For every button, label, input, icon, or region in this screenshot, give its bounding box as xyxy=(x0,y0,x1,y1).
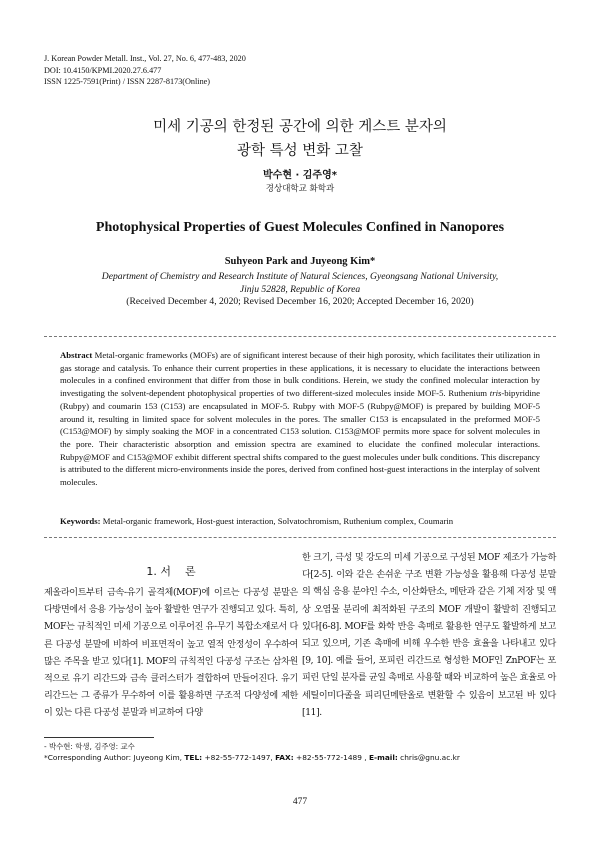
footnote-roles: - 박수현: 학생, 김주영: 교수 xyxy=(44,742,135,751)
footnote-rule xyxy=(44,737,154,738)
body-left-column: 제올라이트부터 금속-유기 골격체(MOF)에 이르는 다공성 분말은 다방면에서 응용 가능성이 높아 활발한 연구가 진행되고 있다. 특히, MOF는 규칙적인 미세 기공으로 이루어진 유-무기 복합소재로서 다른 다공성 분말에 비하여 비표면적이 높고 열적 안정성이 우수하여 많은 주목을 받고 있다[1]. MOF의 규칙적인 다공성 구조는 삼차원적으로 유기 리간드와 금속 클러스터가 결합하여 만들어진다. 유기 리간드는 그 종류가 무수하여 이를 활용하면 구조적 다양성에 제한이 있는 다른 다공성 분말과 비교하여 다양 xyxy=(44,588,298,719)
english-title: Photophysical Properties of Guest Molecules Confined in Nanopores xyxy=(95,220,505,235)
keywords-label: Keywords: xyxy=(60,516,101,526)
fax-value: +82-55-772-1489 , xyxy=(293,753,369,762)
email-value: chris@gnu.ac.kr xyxy=(397,753,460,762)
english-authors: Suhyeon Park and Juyeong Kim* xyxy=(224,256,376,267)
journal-issn: ISSN 1225-7591(Print) / ISSN 2287-8173(Online) xyxy=(44,77,211,86)
journal-doi: DOI: 10.4150/KPMI.2020.27.6.477 xyxy=(44,65,162,75)
email-label: E-mail: xyxy=(369,753,398,762)
abstract-text-italic: tris xyxy=(489,388,502,399)
abstract-label: Abstract xyxy=(60,350,93,360)
journal-citation: J. Korean Powder Metall. Inst., Vol. 27, No. 6, 477-483, 2020 xyxy=(44,54,246,63)
footnote-corresponding xyxy=(44,753,564,763)
korean-authors: 박수현 · 김주영* xyxy=(263,170,337,181)
page-number: 477 xyxy=(292,797,308,807)
section-heading: 1. 서 론 xyxy=(146,565,196,578)
korean-affiliation: 경상대학교 화학과 xyxy=(265,184,335,194)
korean-title xyxy=(0,115,600,163)
abstract-text-part2: -bipyridine (Rubpy) and coumarin 153 (C153) are encapsulated in MOF-5. Rubpy with MOF-5 (Rubpy@MOF) is prepared by building MOF-5 around it, resulting in limited space for solvent molecules in the pores. The smaller C153 is encapsulated in the preformed MOF-5 (C153@MOF) by simply soaking the MOF in a concentrated C153 solution. C153@MOF permits more space for solvent molecules in the pore. Their characteristic absorption and emission spectra are examined to elucidate the confined molecular interactions. Rubpy@MOF and C153@MOF exhibit different spectral shifts compared to the guest molecules under bulk conditions. This discrepancy is attributed to the different micro-environments inside the pores, derived from confined host-guest interactions in the interplay of solvent molecules. xyxy=(60,388,540,488)
keywords-text: Metal-organic framework, Host-guest interaction, Solvatochromism, Ruthenium complex, Coumarin xyxy=(100,516,454,526)
tel-value: +82-55-772-1497, xyxy=(202,753,276,762)
keywords xyxy=(60,516,540,526)
journal-info xyxy=(44,53,246,88)
english-affiliation xyxy=(40,271,560,296)
affiliation-line2: Jinju 52828, Republic of Korea xyxy=(239,283,361,295)
affiliation-line1: Department of Chemistry and Research Institute of Natural Sciences, Gyeongsang National University, xyxy=(101,271,499,282)
abstract xyxy=(60,349,540,489)
fax-label: FAX: xyxy=(275,753,294,762)
abstract-top-rule xyxy=(44,336,556,337)
body-right-column: 한 크기, 극성 및 강도의 미세 기공으로 구성된 MOF 제조가 가능하다[2-5]. 이와 같은 손쉬운 구조 변환 가능성을 활용해 다공성 분말의 핵심 응용 분야인 수소, 이산화탄소, 메탄과 같은 기체 저장 및 액상 오염물 분리에 최적화된 구조의 MOF 개발이 활발히 진행되고 있다[6-8]. MOF를 화학 반응 촉매로 활용한 연구도 활발하게 보고되고 있으며, 기존 촉매에 비해 우수한 반응 효율을 나타내고 있다[9, 10]. 예를 들어, 포피린 리간드로 형성한 MOF인 ZnPOF는 포피린 단일 분자를 균일 촉매로 사용할 때와 비교하여 높은 효율로 아세틸이미다졸을 피리딘메탄올로 변환할 수 있음이 보고된 바 있다[11]. xyxy=(302,553,556,718)
corresponding-prefix: *Corresponding Author: Juyeong Kim, xyxy=(44,753,185,762)
received-dates: (Received December 4, 2020; Revised December 16, 2020; Accepted December 16, 2020) xyxy=(126,296,474,307)
korean-title-line2: 광학 특성 변화 고찰 xyxy=(237,143,363,159)
korean-title-line1: 미세 기공의 한정된 공간에 의한 게스트 분자의 xyxy=(153,119,447,135)
abstract-text-part1: Metal-organic frameworks (MOFs) are of significant interest because of their high porosity, which facilitates their utilization in gas storage and catalysis. To enhance their current properties in these applications, it is necessary to elucidate the interactions between molecules in a confined environment that differ from those in bulk conditions. Herein, we study the confined molecular interaction by investigating the solvent-dependent photophysical properties of two different-sized molecules inside MOF-5. Ruthenium xyxy=(60,350,540,399)
tel-label: TEL: xyxy=(184,753,203,762)
abstract-bottom-rule xyxy=(44,537,556,538)
